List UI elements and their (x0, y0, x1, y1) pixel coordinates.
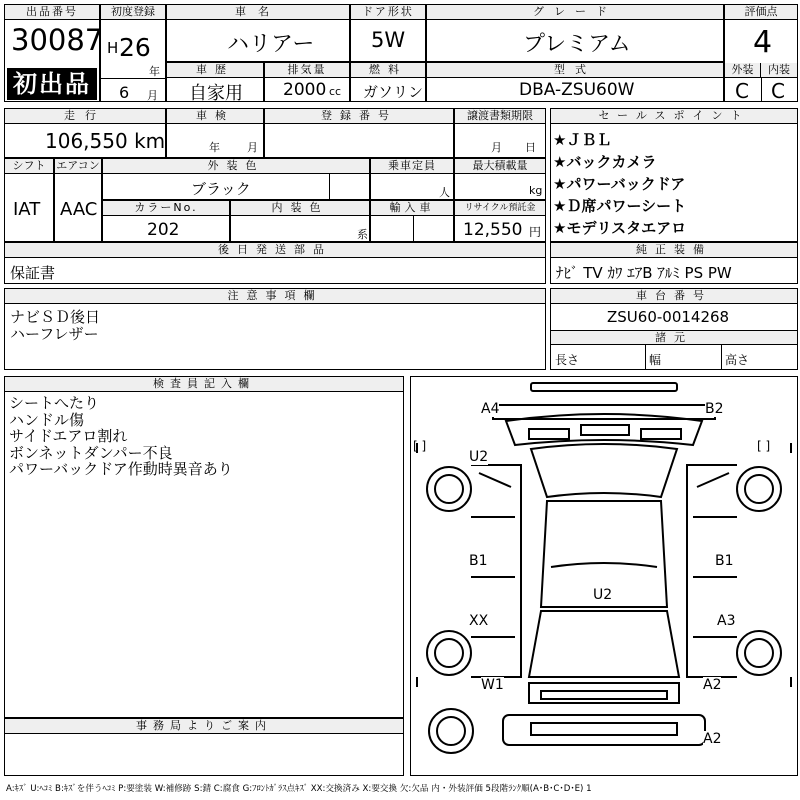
first-reg-year: 26 (119, 33, 151, 62)
inspector-note: パワーバックドア作動時異音あり (9, 460, 233, 478)
capacity-box (370, 158, 454, 200)
mark-a2-rear: A2 (703, 677, 722, 693)
inspector-box (4, 376, 404, 718)
inspection-year-unit: 年 (209, 141, 220, 154)
history-label: 車歴 (167, 63, 263, 78)
mark-a4: A4 (481, 401, 500, 417)
inspector-note: サイドエアロ割れ (9, 427, 128, 445)
recycle-label: リサイクル預託金 (455, 201, 545, 216)
first-listing-badge: 初出品 (7, 68, 97, 100)
dimensions-label: 諸元 (551, 330, 797, 345)
mileage: 106,550 km (45, 129, 166, 153)
lot-number: 30087 (11, 23, 104, 57)
first-reg-label: 初度登録 (101, 5, 165, 20)
score-value: 4 (753, 25, 773, 60)
car-name: ハリアー (227, 32, 315, 57)
int-color-label: 内装色 (231, 201, 369, 216)
inspector-notes (9, 395, 233, 478)
equipment-label: 純正装備 (551, 243, 797, 258)
model-label: 型式 (427, 63, 723, 78)
later-parts-box (4, 242, 546, 284)
score-box (724, 4, 798, 102)
grade-box (426, 4, 724, 62)
grade: プレミアム (523, 32, 631, 57)
ext-color-label: 外装色 (103, 159, 369, 174)
later-parts: 保証書 (10, 264, 56, 282)
color-no-label: カラーNo. (103, 201, 229, 216)
ext-color: ブラック (191, 180, 251, 198)
sales-points-box (550, 108, 798, 242)
year-unit: 年 (149, 65, 160, 78)
sales-points-label: セールスポイント (551, 109, 797, 124)
ext-score: C (735, 79, 749, 103)
ac-label: エアコン (56, 159, 100, 172)
recycle-fee: 12,550 (463, 220, 523, 240)
notes-label: 注意事項欄 (5, 289, 545, 304)
reg-no-box (264, 108, 454, 158)
lot-label: 出品番号 (5, 5, 99, 20)
score-label: 評価点 (725, 5, 797, 20)
ac: AAC (60, 199, 98, 220)
legend: A:ｷｽﾞ U:ﾍｺﾐ B:ｷｽﾞを伴うﾍｺﾐ P:要塗装 W:補修跡 S:錆 C:腐食 G:ﾌﾛﾝﾄｶﾞﾗｽ点ｷｽﾞ XX:交換済み X:要交換 欠:欠品 内・外装評価 5段階ﾗﾝｸ順(A･B･C･D･E) 1 (6, 784, 592, 794)
car-name-label: 車名 (167, 5, 349, 20)
mark-b1-left: B1 (469, 553, 488, 569)
transfer-month-unit: 月 (491, 141, 502, 154)
displacement-unit: cc (329, 85, 342, 98)
later-parts-label: 後日発送部品 (5, 243, 545, 258)
mark-w1: W1 (481, 677, 504, 693)
mark-b2: B2 (705, 401, 724, 417)
mark-u2-center: U2 (593, 587, 613, 603)
sales-point: ★ＪＢＬ (553, 131, 612, 149)
door-box (350, 4, 426, 62)
door-type: 5W (371, 28, 406, 52)
int-color-unit: 系 (357, 228, 368, 241)
bracket-right: [ ] (757, 439, 771, 453)
mileage-label: 走行 (5, 109, 165, 124)
recycle-box (454, 200, 546, 242)
sales-point: ★バックカメラ (553, 153, 657, 171)
max-load-label: 最大積載量 (455, 159, 545, 174)
import-label: 輸入車 (371, 201, 453, 216)
recycle-unit: 円 (529, 225, 542, 239)
inspection-box (166, 108, 264, 158)
notes-list (10, 309, 100, 342)
height-label: 高さ (725, 353, 750, 367)
sales-point: ★パワーバックドア (553, 175, 686, 193)
transfer-label: 譲渡書類期限 (455, 109, 545, 124)
max-load-box (454, 158, 546, 200)
history: 自家用 (189, 83, 243, 104)
color-no-box (102, 200, 230, 242)
reg-no-label: 登録番号 (265, 109, 453, 124)
capacity-unit: 人 (439, 186, 450, 199)
displacement: 2000 (283, 80, 327, 100)
equipment: ﾅﾋﾞ TV ｶﾜ ｴｱB ｱﾙﾐ PS PW (556, 264, 732, 282)
int-score-label: 内装 (761, 63, 797, 78)
inspector-label: 検査員記入欄 (5, 377, 403, 392)
model-code: DBA-ZSU60W (519, 80, 635, 100)
chassis-box (550, 288, 798, 370)
sales-points-list (553, 129, 686, 239)
inspection-label: 車検 (167, 109, 263, 124)
car-name-box (166, 4, 350, 62)
car-diagram (410, 376, 798, 776)
fuel-label: 燃料 (351, 63, 425, 78)
month-unit: 月 (147, 89, 158, 102)
transfer-day-unit: 日 (525, 141, 536, 154)
shift: IAT (13, 199, 41, 220)
import-box (370, 200, 454, 242)
color-no: 202 (147, 220, 180, 240)
bracket-left: [ ] (413, 439, 427, 453)
history-box (166, 62, 264, 102)
ext-color-box (102, 158, 370, 200)
chassis-label: 車台番号 (551, 289, 797, 304)
note-line: ナビＳＤ後日 (10, 308, 101, 326)
notes-box (4, 288, 546, 370)
shift-box (4, 158, 54, 242)
inspection-month-unit: 月 (247, 141, 258, 154)
max-load-unit: kg (529, 184, 543, 197)
office-box (4, 718, 404, 776)
mark-a2-bottom: A2 (703, 731, 722, 747)
displacement-label: 排気量 (265, 63, 349, 78)
mark-u2-front: U2 (469, 449, 489, 465)
inspector-note: ボンネットダンパー不良 (9, 443, 173, 462)
first-reg-box (100, 4, 166, 102)
ac-box (54, 158, 102, 242)
fuel-box (350, 62, 426, 102)
mark-a3: A3 (717, 613, 736, 629)
ext-score-label: 外装 (725, 63, 761, 78)
car-outline-drawing (411, 377, 797, 775)
sales-point: ★モデリスタエアロ (553, 219, 687, 237)
length-label: 長さ (555, 353, 580, 367)
note-line: ハーフレザー (10, 324, 99, 343)
shift-label: シフト (5, 159, 53, 174)
sales-point: ★Ｄ席パワーシート (553, 197, 687, 215)
door-label: ドア形状 (351, 5, 425, 20)
int-score: C (771, 79, 785, 103)
grade-label: グレード (427, 5, 723, 20)
displacement-box (264, 62, 350, 102)
inspector-note: ハンドル傷 (9, 410, 85, 429)
model-box (426, 62, 724, 102)
width-label: 幅 (649, 353, 662, 367)
era: H (107, 39, 119, 57)
lot-box (4, 4, 104, 102)
capacity-label: 乗車定員 (371, 159, 453, 174)
transfer-box (454, 108, 546, 158)
mileage-box (4, 108, 166, 158)
equipment-box (550, 242, 798, 284)
office-label: 事務局よりご案内 (5, 719, 403, 734)
mark-xx: XX (469, 613, 489, 629)
mark-b1-right: B1 (715, 553, 734, 569)
first-reg-month: 6 (119, 83, 130, 102)
chassis-number: ZSU60-0014268 (607, 308, 730, 326)
fuel: ガソリン (363, 83, 424, 101)
inspector-note: シートへたり (9, 394, 100, 412)
int-color-box (230, 200, 370, 242)
